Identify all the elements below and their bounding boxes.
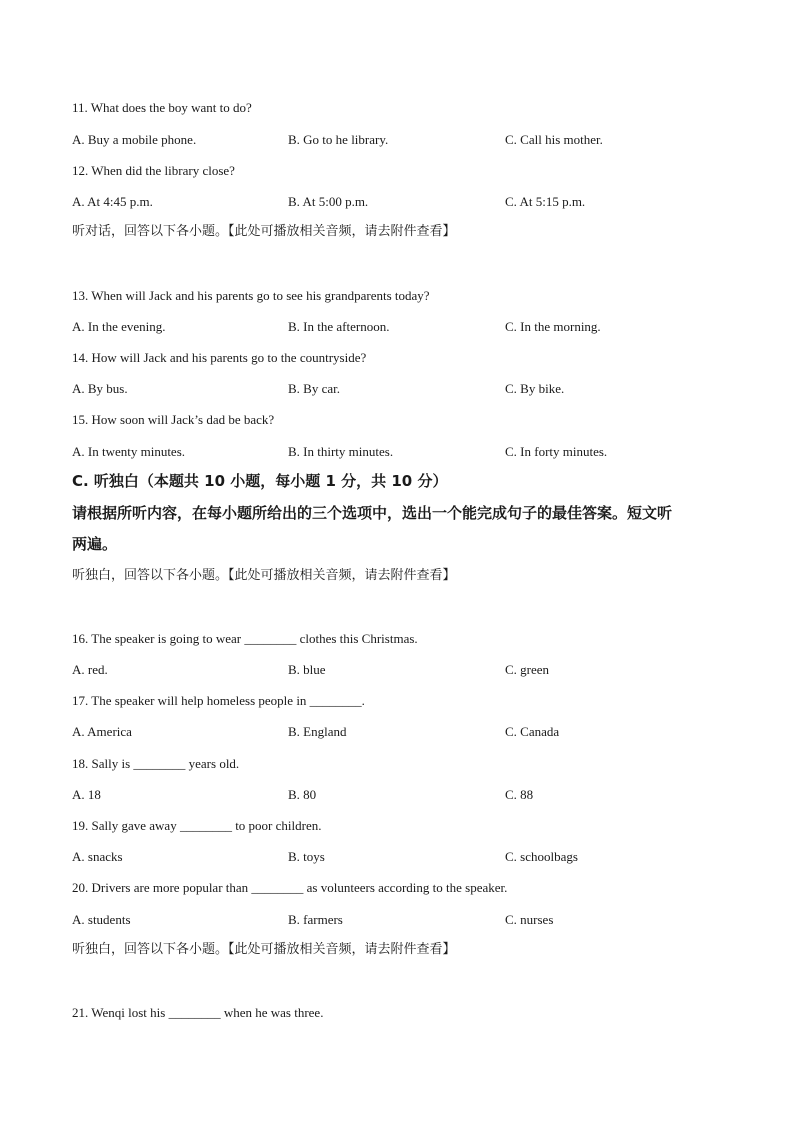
q18-option-c: C. 88	[505, 787, 534, 802]
q11-option-b: B. Go to he library.	[288, 132, 389, 147]
q17-option-a: A. America	[72, 724, 132, 739]
question-21: 21. Wenqi lost his ________ when he was three.	[72, 1005, 324, 1020]
question-16: 16. The speaker is going to wear ________ clothes this Christmas.	[72, 631, 418, 646]
q19-option-b: B. toys	[288, 849, 325, 864]
q15-option-a: A. In twenty minutes.	[72, 444, 186, 459]
monologue-instruction-2: 听独白，回答以下各小题。【此处可播放相关音频，请去附件查看】	[72, 942, 456, 957]
q17-option-b: B. England	[288, 724, 347, 739]
question-19: 19. Sally gave away ________ to poor children.	[72, 818, 322, 833]
monologue-instruction-1: 听独白，回答以下各小题。【此处可播放相关音频，请去附件查看】	[72, 568, 456, 583]
dialogue-instruction: 听对话，回答以下各小题。【此处可播放相关音频，请去附件查看】	[72, 224, 456, 239]
q17-option-c: C. Canada	[505, 724, 560, 739]
q16-option-a: A. red.	[72, 662, 108, 677]
question-20: 20. Drivers are more popular than ________ as volunteers according to the speaker.	[72, 880, 508, 895]
q12-option-a: A. At 4:45 p.m.	[72, 194, 153, 209]
question-18: 18. Sally is ________ years old.	[72, 756, 240, 771]
q20-option-c: C. nurses	[505, 912, 554, 927]
q19-option-c: C. schoolbags	[505, 849, 578, 864]
q18-option-a: A. 18	[72, 787, 101, 802]
section-c-title: C. 听独白（本题共 10 小题，每小题 1 分，共 10 分）	[72, 472, 448, 490]
q20-option-b: B. farmers	[288, 912, 343, 927]
question-17: 17. The speaker will help homeless people in ________.	[72, 693, 365, 708]
q13-option-a: A. In the evening.	[72, 319, 166, 334]
section-c-description-line1: 请根据所听内容，在每小题所给出的三个选项中，选出一个能完成句子的最佳答案。短文听	[72, 504, 673, 522]
question-11: 11. What does the boy want to do?	[72, 100, 252, 115]
q12-option-c: C. At 5:15 p.m.	[505, 194, 586, 209]
q11-option-a: A. Buy a mobile phone.	[72, 132, 197, 147]
q14-option-c: C. By bike.	[505, 381, 565, 396]
question-14: 14. How will Jack and his parents go to the countryside?	[72, 350, 367, 365]
q14-option-a: A. By bus.	[72, 381, 128, 396]
q15-option-b: B. In thirty minutes.	[288, 444, 394, 459]
question-15: 15. How soon will Jack’s dad be back?	[72, 412, 275, 427]
q13-option-b: B. In the afternoon.	[288, 319, 390, 334]
section-c-description-line2: 两遍。	[72, 535, 118, 553]
q20-option-a: A. students	[72, 912, 131, 927]
q13-option-c: C. In the morning.	[505, 319, 601, 334]
q15-option-c: C. In forty minutes.	[505, 444, 608, 459]
q16-option-b: B. blue	[288, 662, 326, 677]
q11-option-c: C. Call his mother.	[505, 132, 603, 147]
question-12: 12. When did the library close?	[72, 163, 235, 178]
q16-option-c: C. green	[505, 662, 550, 677]
q19-option-a: A. snacks	[72, 849, 123, 864]
q12-option-b: B. At 5:00 p.m.	[288, 194, 369, 209]
q14-option-b: B. By car.	[288, 381, 340, 396]
q18-option-b: B. 80	[288, 787, 317, 802]
question-13: 13. When will Jack and his parents go to see his grandparents today?	[72, 288, 430, 303]
